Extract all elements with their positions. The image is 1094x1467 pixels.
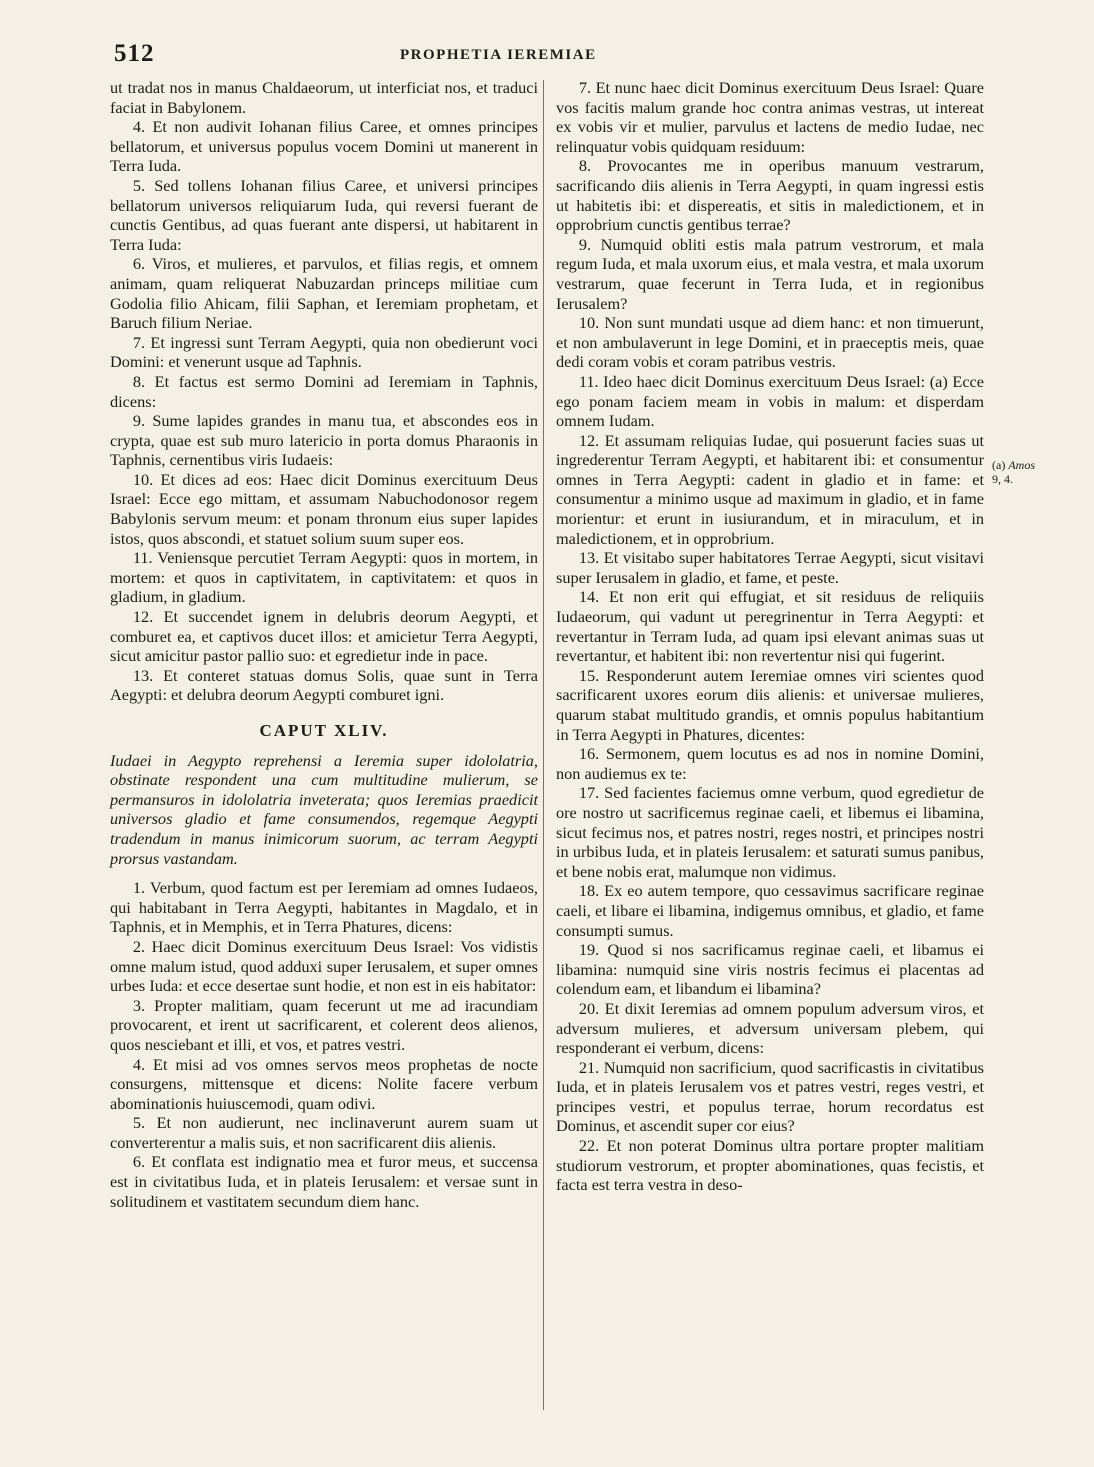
left-column: [110, 78, 538, 1211]
verse-paragraph: 2. Haec dicit Dominus exercituum Deus Israel: Vos vidistis omne malum istud, quod adduxi super Ierusalem, et super omnes urbes Iuda: et ecce desertae sunt hodie, et non est in eis habitator:: [110, 936, 538, 996]
verse-paragraph: 8. Et factus est sermo Domini ad Ieremiam in Taphnis, dicens:: [110, 371, 538, 411]
verse-paragraph: 18. Ex eo autem tempore, quo cessavimus sacrificare reginae caeli, et libare ei libamina, indigemus omnibus, et gladio, et fame consumpti sumus.: [556, 881, 984, 940]
verse-paragraph: 9. Sume lapides grandes in manu tua, et abscondes eos in crypta, quae est sub muro latericio in porta domus Pharaonis in Taphnis, cernentibus viris Iudaeis:: [110, 411, 538, 470]
margin-note-reference: 9, 4.: [992, 472, 1013, 486]
column-divider: [543, 80, 544, 1410]
margin-note: [992, 458, 1072, 486]
margin-note-source: Amos: [1008, 458, 1035, 472]
chapter-title: CAPUT XLIV.: [259, 721, 389, 740]
verse-paragraph: 14. Et non erit qui effugiat, et sit residuus de reliquiis Iudaeorum, qui vadunt ut peregrinentur in Terra Aegypti: et revertantur in Terram Iuda, ad quam ipsi elevant animas suas ut revertantur, et habitent ibi: non revertentur nisi qui fugerint.: [556, 587, 984, 666]
verse-paragraph: 4. Et non audivit Iohanan filius Caree, et omnes principes bellatorum, et universus populus vocem Domini ut manerent in Terra Iuda.: [110, 117, 538, 176]
verse-paragraph: 5. Et non audierunt, nec inclinaverunt aurem suam ut converterentur a malis suis, et non sacrificarent diis alienis.: [110, 1113, 538, 1152]
verse-paragraph: 21. Numquid non sacrificium, quod sacrificastis in civitatibus Iuda, et in plateis Ierusalem vos et patres vestri, reges vestri, et principes vestri, et populus terrae, horum recordatus est Dominus, et ascendit super cor eius?: [556, 1057, 984, 1136]
verse-paragraph: ut tradat nos in manus Chaldaeorum, ut interficiat nos, et traduci faciat in Babylonem.: [110, 78, 538, 117]
right-paragraphs: [556, 78, 984, 1195]
verse-paragraph: 13. Et conteret statuas domus Solis, quae sunt in Terra Aegypti: et delubra deorum Aegypti comburet igni.: [110, 665, 538, 705]
left-paragraphs-after: [110, 878, 538, 1211]
verse-paragraph: 6. Et conflata est indignatio mea et furor meus, et succensa est in civitatibus Iuda, et in plateis Ierusalem: et versae sunt in solitudinem et vastitatem secundum diem hanc.: [110, 1152, 538, 1211]
verse-paragraph: 3. Propter malitiam, quam fecerunt ut me ad iracundiam provocarent, et irent ut sacrificarent, et colerent deos alienos, quos nesciebant et illi, et vos, et patres vestri.: [110, 995, 538, 1054]
verse-paragraph: 20. Et dixit Ieremias ad omnem populum adversum viros, et adversum mulieres, et adversum universam plebem, qui responderant ei verbum, dicens:: [556, 998, 984, 1058]
left-paragraphs-before: [110, 78, 538, 705]
verse-paragraph: 17. Sed facientes faciemus omne verbum, quod egredietur de ore nostro ut sacrificemus reginae caeli, et libemus ei libamina, sicut fecimus nos, et patres nostri, reges nostri, et principes nostri in urbibus Iuda, et in plateis Ierusalem: et saturati sumus panibus, et bene nobis erat, malumque non vidimus.: [556, 783, 984, 881]
verse-paragraph: 10. Non sunt mundati usque ad diem hanc: et non timuerunt, et non ambulaverunt in lege Domini, et in praeceptis meis, quae dedi coram vobis et coram patribus vestris.: [556, 313, 984, 372]
verse-paragraph: 16. Sermonem, quem locutus es ad nos in nomine Domini, non audiemus ex te:: [556, 744, 984, 783]
verse-paragraph: 9. Numquid obliti estis mala patrum vestrorum, et mala regum Iuda, et mala uxorum eius, et mala vestra, et mala uxorum vestrarum, quae fecerunt in Terra Iuda, et in regionibus Ierusalem?: [556, 234, 984, 313]
verse-paragraph: 8. Provocantes me in operibus manuum vestrarum, sacrificando diis alienis in Terra Aegypti, in quam ingressi estis ut habitetis ibi: et dispereatis, et sitis in maledictionem, et in opprobrium cunctis gentibus terrae?: [556, 156, 984, 235]
verse-paragraph: 10. Et dices ad eos: Haec dicit Dominus exercituum Deus Israel: Ecce ego mittam, et assumam Nabuchodonosor regem Babylonis servum meum: et ponam thronum eius super lapides istos, quos abscondi, et statuet solium suum super eos.: [110, 469, 538, 548]
right-column: [556, 78, 984, 1195]
page-number: 512: [114, 40, 155, 67]
verse-paragraph: 12. Et succendet ignem in delubris deorum Aegypti, et comburet ea, et captivos ducet illos: et amicietur Terra Aegypti, sicut amicitur pastor pallio suo: et egredietur inde in pace.: [110, 607, 538, 666]
verse-paragraph: 13. Et visitabo super habitatores Terrae Aegypti, sicut visitavi super Ierusalem in gladio, et fame, et peste.: [556, 548, 984, 587]
verse-paragraph: 19. Quod si nos sacrificamus reginae caeli, et libamus ei libamina: numquid sine viris nostris fecimus ei placentas ad colendum eam, et libandum ei libamina?: [556, 940, 984, 999]
verse-paragraph: 1. Verbum, quod factum est per Ieremiam ad omnes Iudaeos, qui habitabant in Terra Aegypti, habitantes in Magdalo, et in Taphnis, et in Memphis, et in Terra Phatures, dicens:: [110, 878, 538, 937]
margin-note-marker: (a): [992, 458, 1006, 472]
verse-paragraph: 5. Sed tollens Iohanan filius Caree, et universi principes bellatorum universos reliquiarum Iuda, qui reversi fuerant de cunctis Gentibus, ad quas fuerant ante dispersi, ut habitarent in Terra Iuda:: [110, 175, 538, 254]
verse-paragraph: 12. Et assumam reliquias Iudae, qui posuerunt facies suas ut ingrederentur Terram Aegypti, et habitarent ibi: et consumentur omnes in Terra Aegypti: cadent in gladio et in fame: et consumentur a minimo usque ad maximum in gladio, et in fame morientur: et erunt in iusiurandum, et in miraculum, et in maledictionem, et in opprobrium.: [556, 430, 984, 548]
verse-paragraph: 7. Et nunc haec dicit Dominus exercituum Deus Israel: Quare vos facitis malum grande hoc contra animas vestras, ut intereat ex vobis vir et mulier, parvulus et lactens de medio Iudae, nec relinquatur vobis quidquam residuum:: [556, 78, 984, 156]
verse-paragraph: 11. Ideo haec dicit Dominus exercituum Deus Israel: (a) Ecce ego ponam faciem meam in vobis in malum: et disperdam omnem Iudam.: [556, 371, 984, 431]
verse-paragraph: 6. Viros, et mulieres, et parvulos, et filias regis, et omnem animam, quam reliquerat Nabuzardan princeps militiae cum Godolia filio Ahicam, filii Saphan, et Ieremiam prophetam, et Baruch filium Neriae.: [110, 254, 538, 333]
verse-paragraph: 15. Responderunt autem Ieremiae omnes viri scientes quod sacrificarent uxores eorum diis alienis: et universae mulieres, quarum stabat multitudo grandis, et omnis populus habitantium in Terra Aegypti in Phatures, dicentes:: [556, 665, 984, 744]
verse-paragraph: 22. Et non poterat Dominus ultra portare propter malitiam studiorum vestrorum, et propter abominationes, quas fecistis, et facta est terra vestra in deso-: [556, 1136, 984, 1195]
verse-paragraph: 4. Et misi ad vos omnes servos meos prophetas de nocte consurgens, mittensque et dicens: Nolite facere verbum abominationis huiuscemodi, quam odivi.: [110, 1054, 538, 1113]
verse-paragraph: 11. Veniensque percutiet Terram Aegypti: quos in mortem, in mortem: et quos in captivitatem, in captivitatem: et quos in gladium, in gladium.: [110, 548, 538, 607]
chapter-summary: Iudaei in Aegypto reprehensi a Ieremia super idololatria, obstinate respondent una cum multitudine mulierum, se permansuros in idololatria inveterata; quos Ieremias praedicit universos gladio et fame consumendos, regemque Aegypti tradendum in manus inimicorum suorum, ac terram Aegypti prorsus vastandam.: [110, 750, 538, 868]
verse-paragraph: 7. Et ingressi sunt Terram Aegypti, quia non obedierunt voci Domini: et venerunt usque ad Taphnis.: [110, 332, 538, 372]
running-title: PROPHETIA IEREMIAE: [400, 47, 597, 63]
